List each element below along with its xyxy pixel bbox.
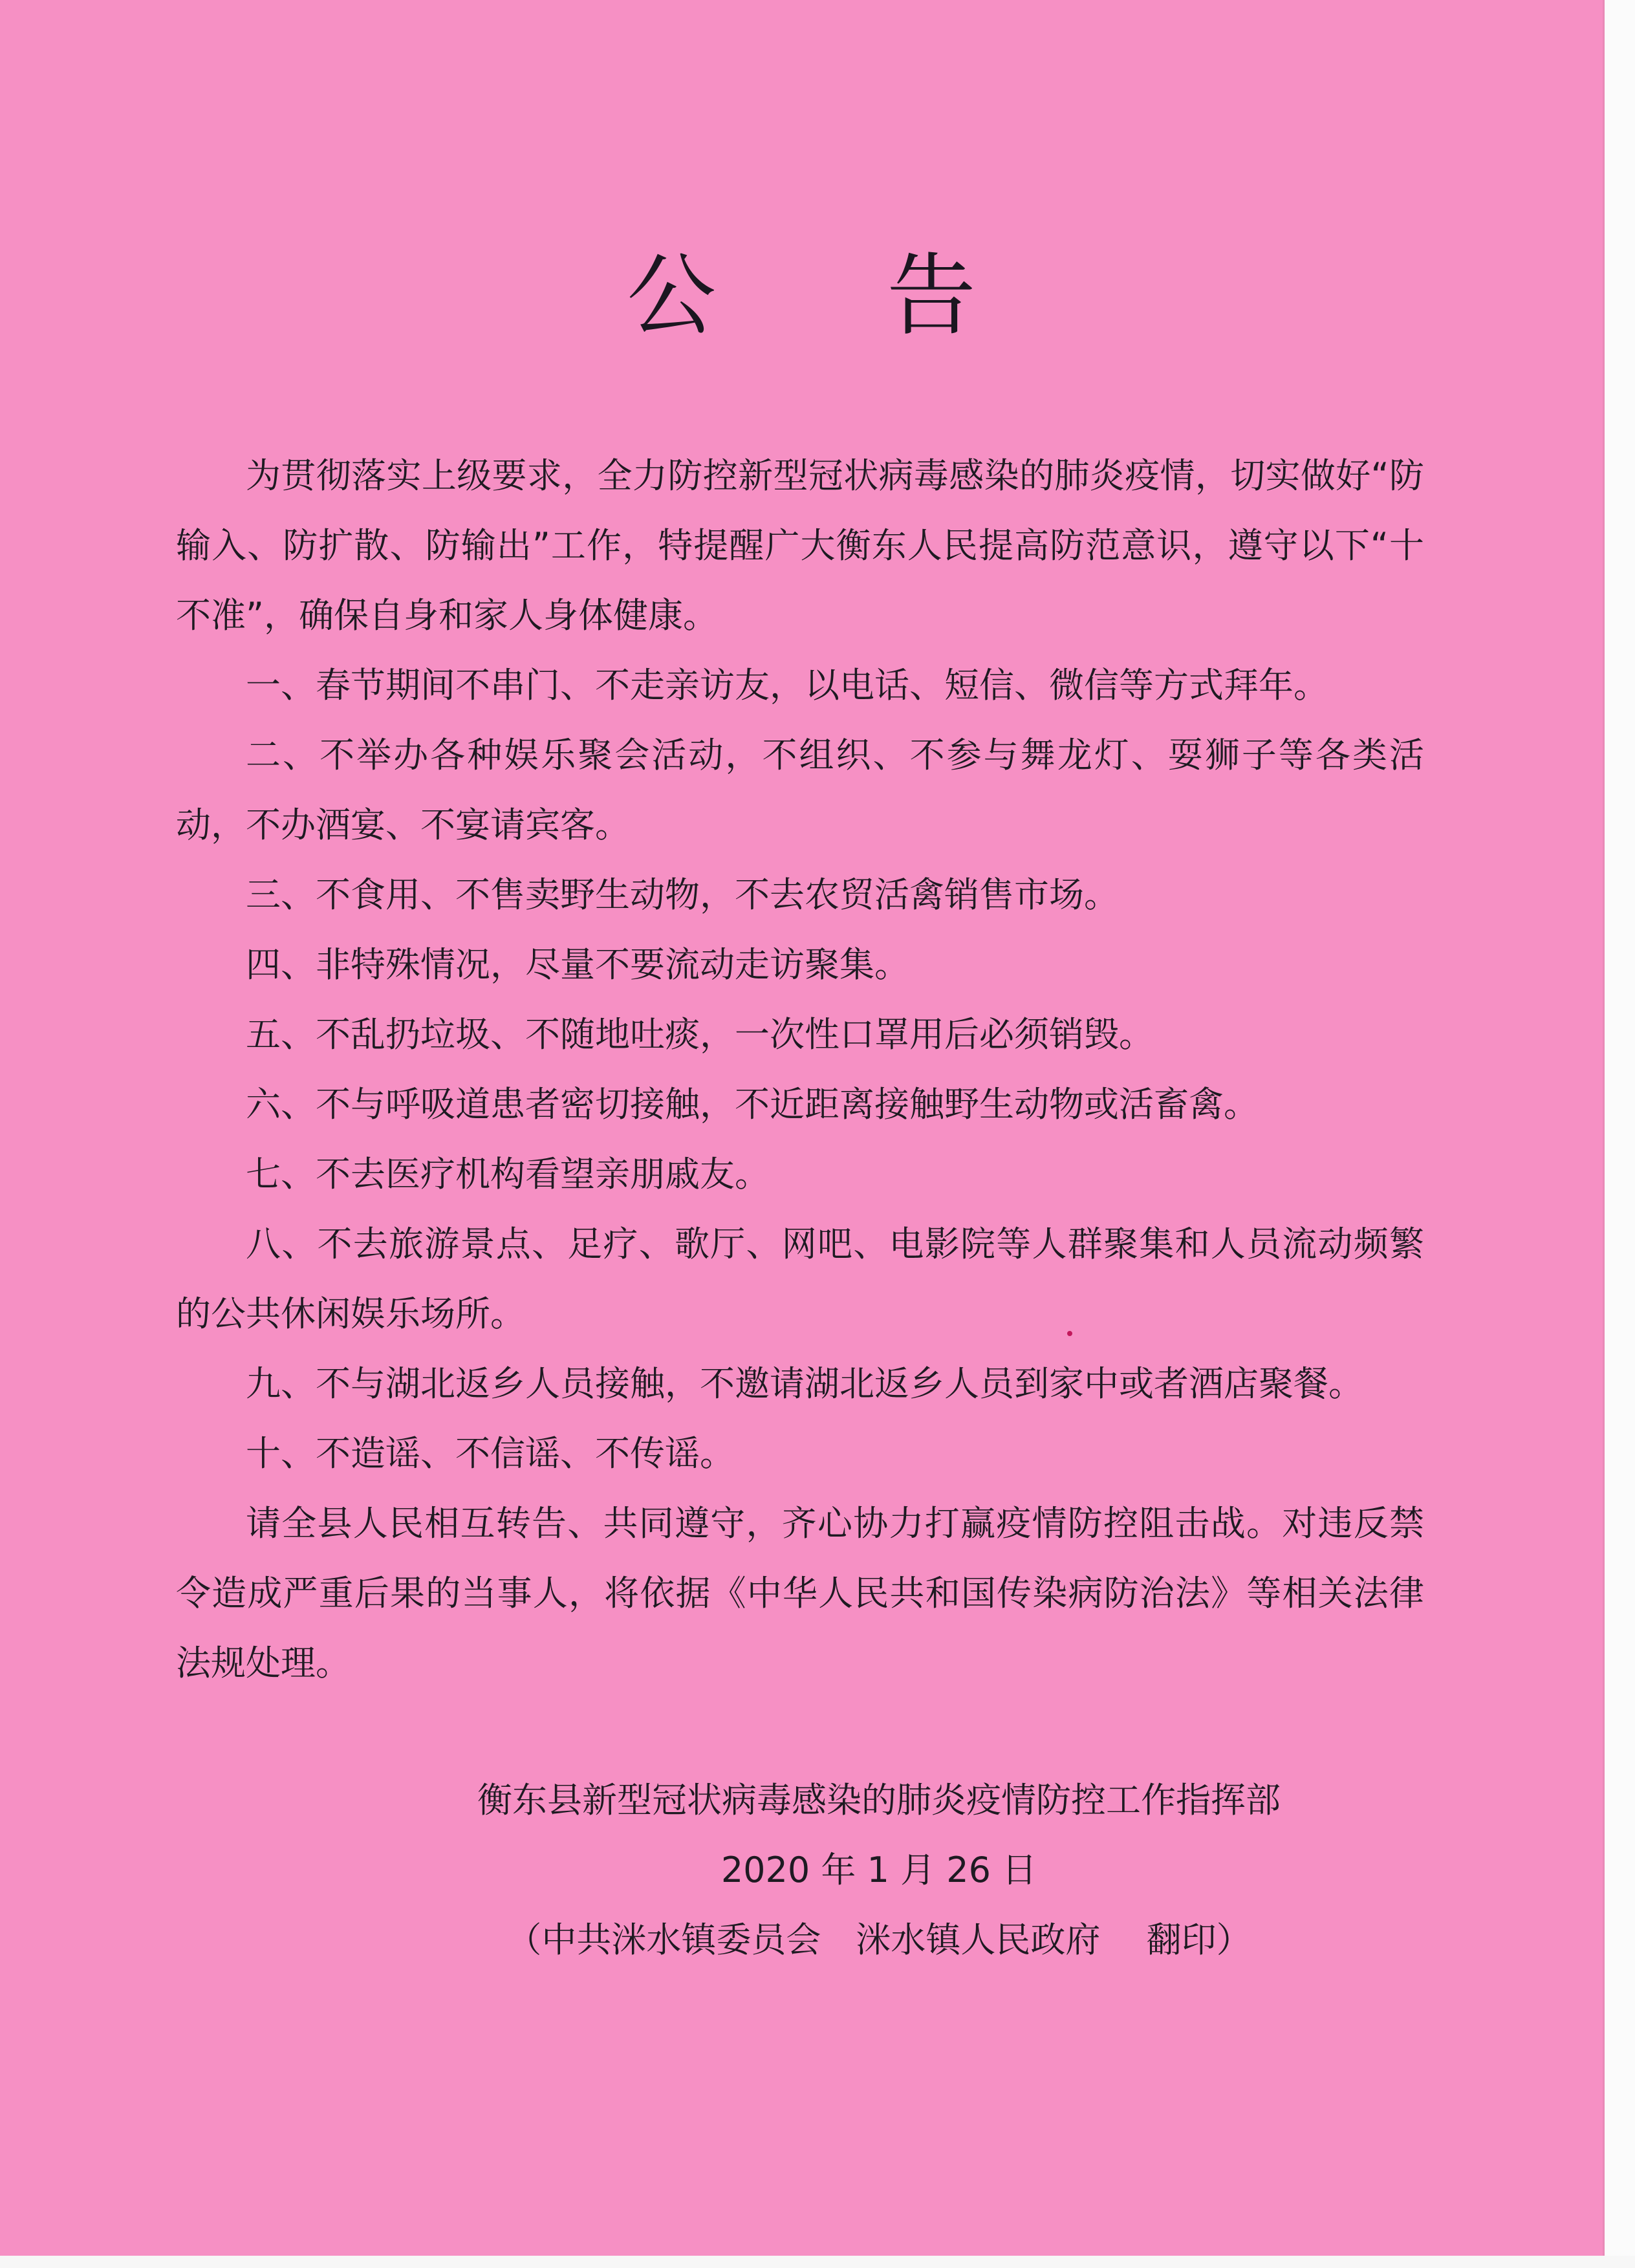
rule-paragraph: 九、不与湖北返乡人员接触，不邀请湖北返乡人员到家中或者酒店聚餐。	[246, 1363, 1363, 1404]
rule-paragraph: 六、不与呼吸道患者密切接触，不近距离接触野生动物或活畜禽。	[246, 1084, 1259, 1125]
rule-paragraph: 二、不举办各种娱乐聚会活动，不组织、不参与舞龙灯、耍狮子等各类活动，不办酒宴、不宴请宾客。	[176, 735, 1424, 845]
rule-paragraph: 一、春节期间不串门、不走亲访友，以电话、短信、微信等方式拜年。	[246, 665, 1328, 706]
signing-date: 2020 年 1 月 26 日	[720, 1850, 1037, 1890]
notice-body	[176, 441, 1424, 1698]
rule-paragraph: 八、不去旅游景点、足疗、歌厅、网吧、电影院等人群聚集和人员流动频繁的公共休闲娱乐场所。	[176, 1224, 1424, 1334]
rule-paragraph: 四、非特殊情况，尽量不要流动走访聚集。	[246, 944, 909, 985]
rule-paragraph: 十、不造谣、不信谣、不传谣。	[246, 1433, 735, 1474]
notice-title: 公 告	[627, 244, 1047, 348]
ink-speck	[1067, 1331, 1072, 1336]
intro-paragraph: 为贯彻落实上级要求，全力防控新型冠状病毒感染的肺炎疫情，切实做好“防输入、防扩散、防输出”工作，特提醒广大衡东人民提高防范意识，遵守以下“十不准”，确保自身和家人身体健康。	[176, 455, 1424, 636]
reprint-note: （中共洣水镇委员会 洣水镇人民政府 翻印）	[506, 1919, 1251, 1960]
scan-margin-right	[1605, 0, 1635, 2268]
closing-paragraph: 请全县人民相互转告、共同遵守，齐心协力打赢疫情防控阻击战。对违反禁令造成严重后果的当事人，将依据《中华人民共和国传染病防治法》等相关法律法规处理。	[176, 1503, 1424, 1683]
signing-organization: 衡东县新型冠状病毒感染的肺炎疫情防控工作指挥部	[477, 1780, 1281, 1820]
signature-block	[0, 1766, 1603, 1975]
scan-margin-bottom	[0, 2256, 1635, 2268]
rule-paragraph: 三、不食用、不售卖野生动物，不去农贸活禽销售市场。	[246, 874, 1119, 915]
rule-paragraph: 七、不去医疗机构看望亲朋戚友。	[246, 1154, 770, 1194]
rule-paragraph: 五、不乱扔垃圾、不随地吐痰，一次性口罩用后必须销毁。	[246, 1014, 1154, 1055]
